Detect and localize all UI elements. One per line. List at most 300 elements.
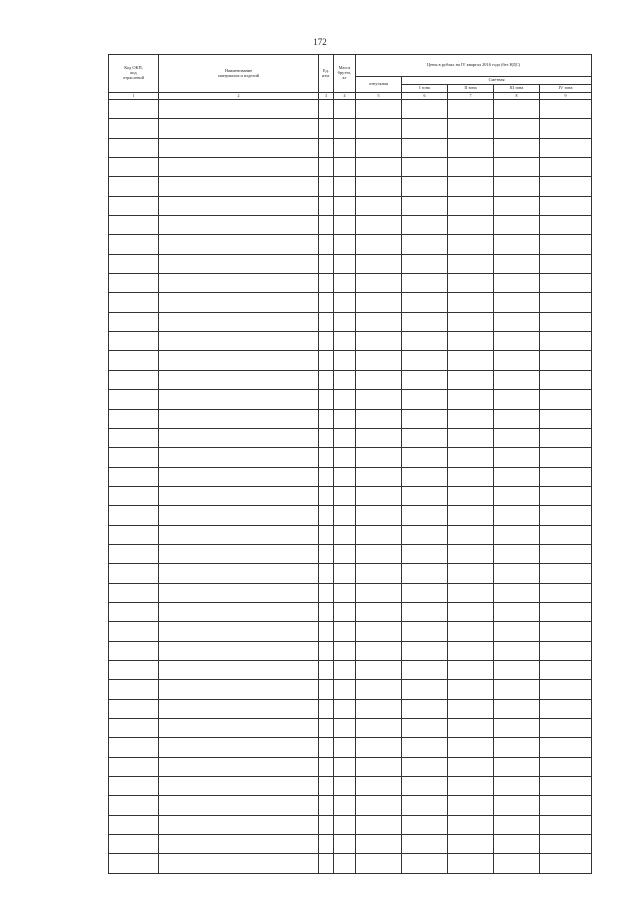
table-row [109, 351, 592, 370]
table-cell-z2 [448, 158, 494, 177]
header-zone-4: IV зона [540, 85, 592, 93]
table-cell-z3 [494, 660, 540, 679]
table-cell-z2 [448, 216, 494, 235]
table-cell-z1 [402, 428, 448, 447]
table-row [109, 777, 592, 796]
table-cell-name [159, 119, 319, 138]
table-cell-unit [319, 564, 334, 583]
table-cell-base [356, 351, 402, 370]
table-cell-unit [319, 777, 334, 796]
table-cell-mass [334, 506, 356, 525]
table-cell-code [109, 293, 159, 312]
table-cell-code [109, 100, 159, 119]
header-zone-2: II зона [448, 85, 494, 93]
table-cell-unit [319, 544, 334, 563]
table-cell-mass [334, 486, 356, 505]
table-cell-code [109, 854, 159, 874]
table-cell-mass [334, 235, 356, 254]
table-cell-z4 [540, 332, 592, 351]
table-cell-z2 [448, 138, 494, 157]
table-cell-name [159, 641, 319, 660]
table-cell-code [109, 390, 159, 409]
table-cell-z4 [540, 100, 592, 119]
table-cell-z2 [448, 312, 494, 331]
table-cell-name [159, 796, 319, 815]
table-cell-unit [319, 196, 334, 215]
table-cell-mass [334, 390, 356, 409]
table-cell-base [356, 467, 402, 486]
table-cell-z4 [540, 216, 592, 235]
table-cell-mass [334, 158, 356, 177]
table-row [109, 312, 592, 331]
table-cell-z1 [402, 332, 448, 351]
table-cell-code [109, 796, 159, 815]
table-cell-z1 [402, 699, 448, 718]
table-cell-z3 [494, 428, 540, 447]
table-cell-z3 [494, 138, 540, 157]
table-cell-base [356, 235, 402, 254]
table-cell-mass [334, 448, 356, 467]
table-cell-code [109, 216, 159, 235]
table-cell-mass [334, 680, 356, 699]
table-cell-unit [319, 254, 334, 273]
table-cell-unit [319, 235, 334, 254]
table-cell-name [159, 815, 319, 834]
table-cell-z4 [540, 583, 592, 602]
table-row [109, 660, 592, 679]
table-cell-unit [319, 467, 334, 486]
table-cell-base [356, 738, 402, 757]
table-cell-code [109, 544, 159, 563]
table-cell-z1 [402, 467, 448, 486]
table-cell-z4 [540, 467, 592, 486]
table-cell-base [356, 293, 402, 312]
table-cell-z1 [402, 525, 448, 544]
table-cell-name [159, 409, 319, 428]
table-cell-z4 [540, 777, 592, 796]
table-cell-base [356, 835, 402, 854]
table-cell-code [109, 196, 159, 215]
table-cell-z3 [494, 719, 540, 738]
table-row [109, 699, 592, 718]
table-cell-unit [319, 177, 334, 196]
table-cell-base [356, 699, 402, 718]
table-cell-name [159, 254, 319, 273]
table-cell-z1 [402, 777, 448, 796]
table-cell-name [159, 486, 319, 505]
table-cell-z3 [494, 100, 540, 119]
table-cell-name [159, 777, 319, 796]
table-cell-z1 [402, 370, 448, 389]
table-cell-code [109, 757, 159, 776]
table-cell-name [159, 854, 319, 874]
table-cell-z4 [540, 835, 592, 854]
table-row [109, 815, 592, 834]
table-cell-unit [319, 525, 334, 544]
page-number: 172 [313, 37, 327, 47]
table-cell-mass [334, 777, 356, 796]
table-cell-mass [334, 370, 356, 389]
table-cell-z1 [402, 854, 448, 874]
table-cell-z1 [402, 235, 448, 254]
table-row [109, 216, 592, 235]
table-cell-name [159, 158, 319, 177]
table-cell-code [109, 312, 159, 331]
table-cell-z1 [402, 583, 448, 602]
table-cell-z2 [448, 235, 494, 254]
table-cell-mass [334, 216, 356, 235]
column-number: 1 [109, 93, 159, 100]
price-table [108, 54, 592, 874]
table-cell-code [109, 467, 159, 486]
table-cell-z1 [402, 254, 448, 273]
table-cell-z1 [402, 719, 448, 738]
table-row [109, 467, 592, 486]
table-cell-z4 [540, 428, 592, 447]
table-cell-code [109, 777, 159, 796]
table-cell-base [356, 119, 402, 138]
table-cell-name [159, 583, 319, 602]
table-cell-name [159, 738, 319, 757]
table-cell-unit [319, 332, 334, 351]
table-cell-z4 [540, 622, 592, 641]
table-cell-name [159, 351, 319, 370]
table-cell-name [159, 274, 319, 293]
table-cell-base [356, 680, 402, 699]
table-cell-name [159, 467, 319, 486]
table-row [109, 583, 592, 602]
table-cell-z1 [402, 274, 448, 293]
table-row [109, 680, 592, 699]
table-cell-name [159, 138, 319, 157]
table-cell-z3 [494, 370, 540, 389]
table-cell-base [356, 390, 402, 409]
table-row [109, 177, 592, 196]
table-cell-name [159, 564, 319, 583]
table-cell-z4 [540, 719, 592, 738]
table-cell-mass [334, 641, 356, 660]
table-cell-z1 [402, 293, 448, 312]
table-cell-z3 [494, 738, 540, 757]
table-cell-unit [319, 216, 334, 235]
table-cell-z2 [448, 467, 494, 486]
table-cell-code [109, 660, 159, 679]
table-cell-z3 [494, 196, 540, 215]
table-row [109, 757, 592, 776]
table-cell-z3 [494, 312, 540, 331]
table-cell-z2 [448, 835, 494, 854]
table-cell-code [109, 448, 159, 467]
table-cell-unit [319, 815, 334, 834]
table-cell-unit [319, 796, 334, 815]
table-cell-base [356, 854, 402, 874]
table-cell-z1 [402, 390, 448, 409]
table-cell-z1 [402, 138, 448, 157]
table-cell-z1 [402, 158, 448, 177]
table-cell-z4 [540, 370, 592, 389]
header-current: отпускная [356, 77, 402, 93]
table-cell-z2 [448, 409, 494, 428]
table-cell-code [109, 274, 159, 293]
table-row [109, 854, 592, 874]
table-cell-z4 [540, 757, 592, 776]
table-cell-name [159, 699, 319, 718]
table-cell-z4 [540, 641, 592, 660]
table-cell-z3 [494, 235, 540, 254]
table-cell-z4 [540, 177, 592, 196]
table-cell-z2 [448, 448, 494, 467]
table-cell-unit [319, 390, 334, 409]
table-cell-z4 [540, 293, 592, 312]
table-cell-z1 [402, 757, 448, 776]
table-cell-base [356, 525, 402, 544]
table-cell-z4 [540, 544, 592, 563]
table-cell-mass [334, 138, 356, 157]
table-cell-mass [334, 854, 356, 874]
table-cell-unit [319, 119, 334, 138]
table-row [109, 409, 592, 428]
table-cell-unit [319, 351, 334, 370]
table-cell-z2 [448, 506, 494, 525]
table-cell-z3 [494, 544, 540, 563]
table-cell-unit [319, 100, 334, 119]
table-cell-name [159, 719, 319, 738]
table-cell-z2 [448, 680, 494, 699]
table-cell-code [109, 719, 159, 738]
table-cell-z1 [402, 815, 448, 834]
table-cell-z2 [448, 293, 494, 312]
table-cell-name [159, 312, 319, 331]
table-cell-z2 [448, 622, 494, 641]
table-cell-base [356, 448, 402, 467]
table-cell-z4 [540, 680, 592, 699]
column-number: 9 [540, 93, 592, 100]
table-cell-unit [319, 835, 334, 854]
table-cell-base [356, 332, 402, 351]
table-cell-z2 [448, 332, 494, 351]
table-cell-z4 [540, 854, 592, 874]
table-cell-z4 [540, 448, 592, 467]
table-cell-name [159, 177, 319, 196]
table-cell-z2 [448, 854, 494, 874]
table-cell-mass [334, 467, 356, 486]
table-cell-mass [334, 254, 356, 273]
table-cell-name [159, 602, 319, 621]
table-cell-z4 [540, 796, 592, 815]
table-cell-unit [319, 680, 334, 699]
table-cell-name [159, 196, 319, 215]
table-cell-z2 [448, 641, 494, 660]
table-cell-unit [319, 486, 334, 505]
table-cell-base [356, 660, 402, 679]
table-row [109, 428, 592, 447]
table-cell-z1 [402, 564, 448, 583]
table-cell-base [356, 641, 402, 660]
table-cell-name [159, 370, 319, 389]
table-cell-z3 [494, 583, 540, 602]
table-cell-mass [334, 119, 356, 138]
table-cell-z4 [540, 351, 592, 370]
table-cell-z1 [402, 796, 448, 815]
table-row [109, 293, 592, 312]
column-number: 2 [159, 93, 319, 100]
table-cell-mass [334, 544, 356, 563]
table-cell-name [159, 835, 319, 854]
table-cell-z3 [494, 158, 540, 177]
table-cell-code [109, 835, 159, 854]
table-cell-z2 [448, 525, 494, 544]
table-cell-z4 [540, 390, 592, 409]
table-cell-z2 [448, 757, 494, 776]
table-body [109, 100, 592, 874]
table-cell-z2 [448, 738, 494, 757]
table-cell-base [356, 622, 402, 641]
table-cell-z4 [540, 699, 592, 718]
table-cell-name [159, 216, 319, 235]
table-cell-unit [319, 274, 334, 293]
table-cell-code [109, 235, 159, 254]
table-cell-mass [334, 312, 356, 331]
table-cell-base [356, 506, 402, 525]
table-cell-name [159, 622, 319, 641]
table-row [109, 448, 592, 467]
table-cell-z1 [402, 448, 448, 467]
table-cell-name [159, 293, 319, 312]
table-cell-z3 [494, 254, 540, 273]
header-estimate: Сметная [402, 77, 592, 85]
table-cell-z2 [448, 583, 494, 602]
table-row [109, 100, 592, 119]
table-cell-z4 [540, 660, 592, 679]
table-cell-z1 [402, 680, 448, 699]
table-cell-code [109, 370, 159, 389]
table-cell-code [109, 428, 159, 447]
table-cell-name [159, 100, 319, 119]
table-cell-z1 [402, 486, 448, 505]
table-cell-z3 [494, 177, 540, 196]
column-number: 3 [319, 93, 334, 100]
table-cell-base [356, 757, 402, 776]
table-row [109, 235, 592, 254]
table-cell-z4 [540, 409, 592, 428]
table-cell-base [356, 796, 402, 815]
table-row [109, 506, 592, 525]
table-cell-base [356, 254, 402, 273]
table-row [109, 738, 592, 757]
table-cell-z3 [494, 777, 540, 796]
header-zone-1: I зона [402, 85, 448, 93]
table-cell-mass [334, 177, 356, 196]
table-cell-unit [319, 699, 334, 718]
header-prices: Цены в рублях на IV квартал 2016 года (без НДС) [356, 55, 592, 77]
table-cell-base [356, 409, 402, 428]
table-cell-code [109, 641, 159, 660]
table-cell-base [356, 274, 402, 293]
table-cell-unit [319, 506, 334, 525]
table-row [109, 525, 592, 544]
table-cell-z3 [494, 835, 540, 854]
table-cell-z3 [494, 332, 540, 351]
table-cell-z3 [494, 274, 540, 293]
table-cell-code [109, 564, 159, 583]
header-unit: Ед. изм. [319, 55, 334, 93]
table-cell-z1 [402, 622, 448, 641]
table-cell-name [159, 544, 319, 563]
table-cell-mass [334, 738, 356, 757]
table-row [109, 564, 592, 583]
table-cell-base [356, 177, 402, 196]
table-cell-unit [319, 757, 334, 776]
table-cell-name [159, 506, 319, 525]
table-cell-z3 [494, 602, 540, 621]
table-cell-mass [334, 699, 356, 718]
table-cell-base [356, 158, 402, 177]
table-cell-code [109, 738, 159, 757]
table-cell-mass [334, 564, 356, 583]
table-row [109, 158, 592, 177]
table-cell-z1 [402, 196, 448, 215]
table-cell-mass [334, 100, 356, 119]
table-cell-z2 [448, 815, 494, 834]
table-cell-base [356, 428, 402, 447]
table-cell-z2 [448, 370, 494, 389]
table-cell-z2 [448, 351, 494, 370]
table-cell-mass [334, 602, 356, 621]
table-cell-code [109, 680, 159, 699]
table-cell-z3 [494, 506, 540, 525]
table-cell-z2 [448, 254, 494, 273]
table-cell-mass [334, 525, 356, 544]
table-cell-mass [334, 815, 356, 834]
table-cell-name [159, 680, 319, 699]
table-cell-z2 [448, 660, 494, 679]
table-cell-z1 [402, 738, 448, 757]
table-cell-z4 [540, 506, 592, 525]
table-cell-mass [334, 622, 356, 641]
table-cell-name [159, 235, 319, 254]
table-row [109, 274, 592, 293]
table-cell-unit [319, 622, 334, 641]
table-cell-z3 [494, 467, 540, 486]
table-cell-name [159, 757, 319, 776]
table-row [109, 254, 592, 273]
table-cell-code [109, 409, 159, 428]
table-cell-z1 [402, 177, 448, 196]
table-row [109, 602, 592, 621]
table-cell-base [356, 138, 402, 157]
table-cell-mass [334, 293, 356, 312]
table-cell-mass [334, 835, 356, 854]
table-cell-z3 [494, 351, 540, 370]
table-row [109, 641, 592, 660]
header-code: Код ОКП, код отраслевой [109, 55, 159, 93]
table-cell-z4 [540, 235, 592, 254]
table-cell-z1 [402, 835, 448, 854]
table-cell-z1 [402, 641, 448, 660]
table-cell-unit [319, 138, 334, 157]
table-cell-base [356, 486, 402, 505]
table-cell-name [159, 390, 319, 409]
table-cell-mass [334, 719, 356, 738]
table-cell-z3 [494, 486, 540, 505]
table-cell-unit [319, 641, 334, 660]
table-cell-name [159, 448, 319, 467]
table-cell-z3 [494, 757, 540, 776]
table-cell-z2 [448, 777, 494, 796]
table-cell-base [356, 564, 402, 583]
table-cell-unit [319, 409, 334, 428]
table-cell-mass [334, 428, 356, 447]
